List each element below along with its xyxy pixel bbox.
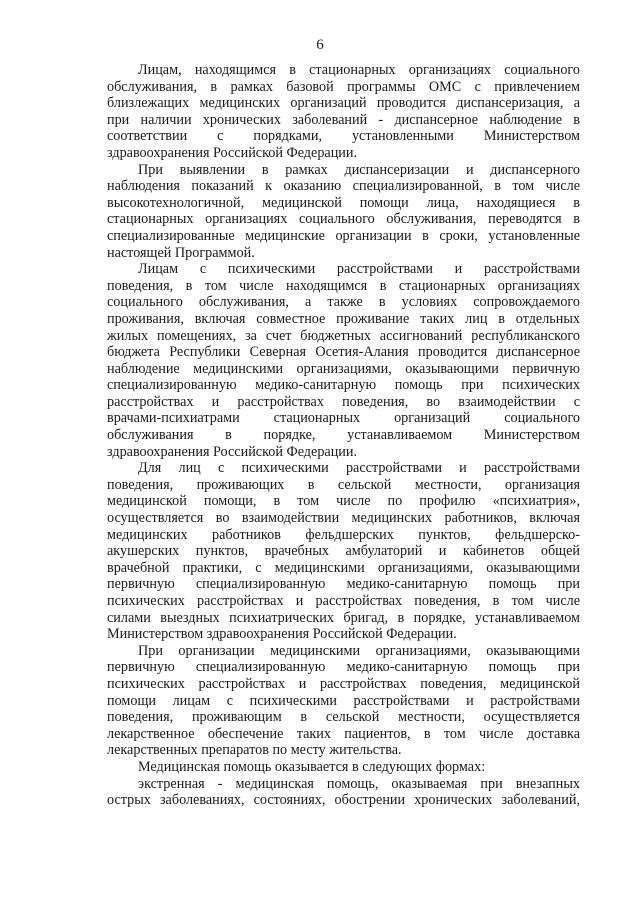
- text-line: при наличии хронических заболеваний - диспансерное наблюдение в: [107, 111, 580, 128]
- text-line: стационарных организациях социального обслуживания, переводятся в: [107, 211, 580, 228]
- text-line: проживания, включая совместное проживание таких лиц в отдельных: [107, 310, 580, 327]
- text-line: первичную специализированную медико-санитарную помощь при: [107, 576, 580, 593]
- text-line: Для лиц с психическими расстройствами и расстройствами: [138, 460, 580, 477]
- text-line: поведения, в том числе находящимся в стационарных организациях: [107, 277, 580, 294]
- text-line: При организации медицинскими организациями, оказывающими: [138, 642, 580, 659]
- text-line: лекарственных препаратов по месту жительства.: [107, 742, 402, 759]
- paragraph: [107, 460, 580, 643]
- text-line: расстройствах и расстройствах поведения, во взаимодействии с: [107, 393, 580, 410]
- paragraph: [107, 643, 580, 759]
- page-number: 6: [316, 37, 324, 53]
- text-line: акушерских пунктов, врачебных амбулаторий и кабинетов общей: [107, 543, 580, 560]
- text-line: социального обслуживания, а также в условиях сопровождаемого: [107, 294, 580, 311]
- text-line: высокотехнологичной, медицинской помощи лица, находящиеся в: [107, 194, 580, 211]
- text-line: Лицам с психическими расстройствами и расстройствами: [138, 261, 580, 278]
- paragraph: [107, 759, 580, 776]
- text-line: специализированную медико-санитарную помощь при психических: [107, 377, 580, 394]
- text-line: помощи лицам с психическими расстройствами и растройствами: [107, 692, 580, 709]
- paragraph: [107, 261, 580, 460]
- text-line: острых заболеваниях, состояниях, обострении хронических заболеваний,: [107, 792, 580, 809]
- text-line: психических расстройствах и расстройствах поведения, медицинской: [107, 675, 580, 692]
- text-line: соответствии с порядками, установленными Министерством: [107, 128, 580, 145]
- text-line: врачами-психиатрами стационарных организаций социального: [107, 410, 580, 427]
- text-line: психических расстройствах и расстройствах поведения, в том числе: [107, 593, 580, 609]
- text-line: здравоохранения Российской Федерации.: [107, 144, 358, 161]
- text-line: медицинских работников фельдшерских пунктов, фельдшерско-: [107, 526, 580, 543]
- paragraph: [107, 162, 580, 262]
- text-line: первичную специализированную медико-санитарную помощь при: [107, 659, 580, 676]
- text-line: здравоохранения Российской Федерации.: [107, 443, 358, 460]
- text-line: Лицам, находящимся в стационарных организациях социального: [138, 62, 580, 78]
- text-line: экстренная - медицинская помощь, оказываемая при внезапных: [138, 775, 580, 792]
- text-line: врачебной практики, с медицинскими организациями, оказывающими: [107, 559, 580, 576]
- text-line: наблюдение медицинскими организациями, оказывающими первичную: [107, 360, 580, 377]
- text-line: обслуживания, в рамках базовой программы ОМС с привлечением: [107, 78, 580, 95]
- paragraph: [107, 776, 580, 809]
- text-line: настоящей Программой.: [107, 244, 255, 261]
- document-body: [107, 62, 580, 809]
- text-line: Медицинская помощь оказывается в следующих формах:: [138, 758, 486, 775]
- text-line: медицинской помощи, в том числе по профилю «психиатрия»,: [107, 493, 580, 510]
- text-line: близлежащих медицинских организаций проводится диспансеризация, а: [107, 95, 580, 112]
- text-line: силами выездных психиатрических бригад, в порядке, устанавливаемом: [107, 609, 580, 626]
- text-line: поведения, проживающих в сельской местности, организация: [107, 476, 580, 493]
- text-line: При выявлении в рамках диспансеризации и диспансерного: [138, 161, 580, 178]
- text-line: обслуживания в порядке, устанавливаемом Министерством: [107, 427, 580, 444]
- text-line: Министерством здравоохранения Российской Федерации.: [107, 626, 457, 643]
- text-line: специализированные медицинские организации в сроки, установленные: [107, 227, 580, 244]
- text-line: наблюдения показаний к оказанию специализированной, в том числе: [107, 178, 580, 195]
- text-line: осуществляется во взаимодействии медицинских работников, включая: [107, 510, 580, 527]
- text-line: бюджета Республики Северная Осетия-Алания проводится диспансерное: [107, 344, 580, 361]
- paragraph: [107, 62, 580, 162]
- text-line: лекарственное обеспечение таких пациентов, в том числе доставка: [107, 725, 580, 742]
- text-line: поведения, проживающим в сельской местности, осуществляется: [107, 709, 580, 726]
- text-line: жилых помещениях, за счет бюджетных ассигнований республиканского: [107, 327, 580, 344]
